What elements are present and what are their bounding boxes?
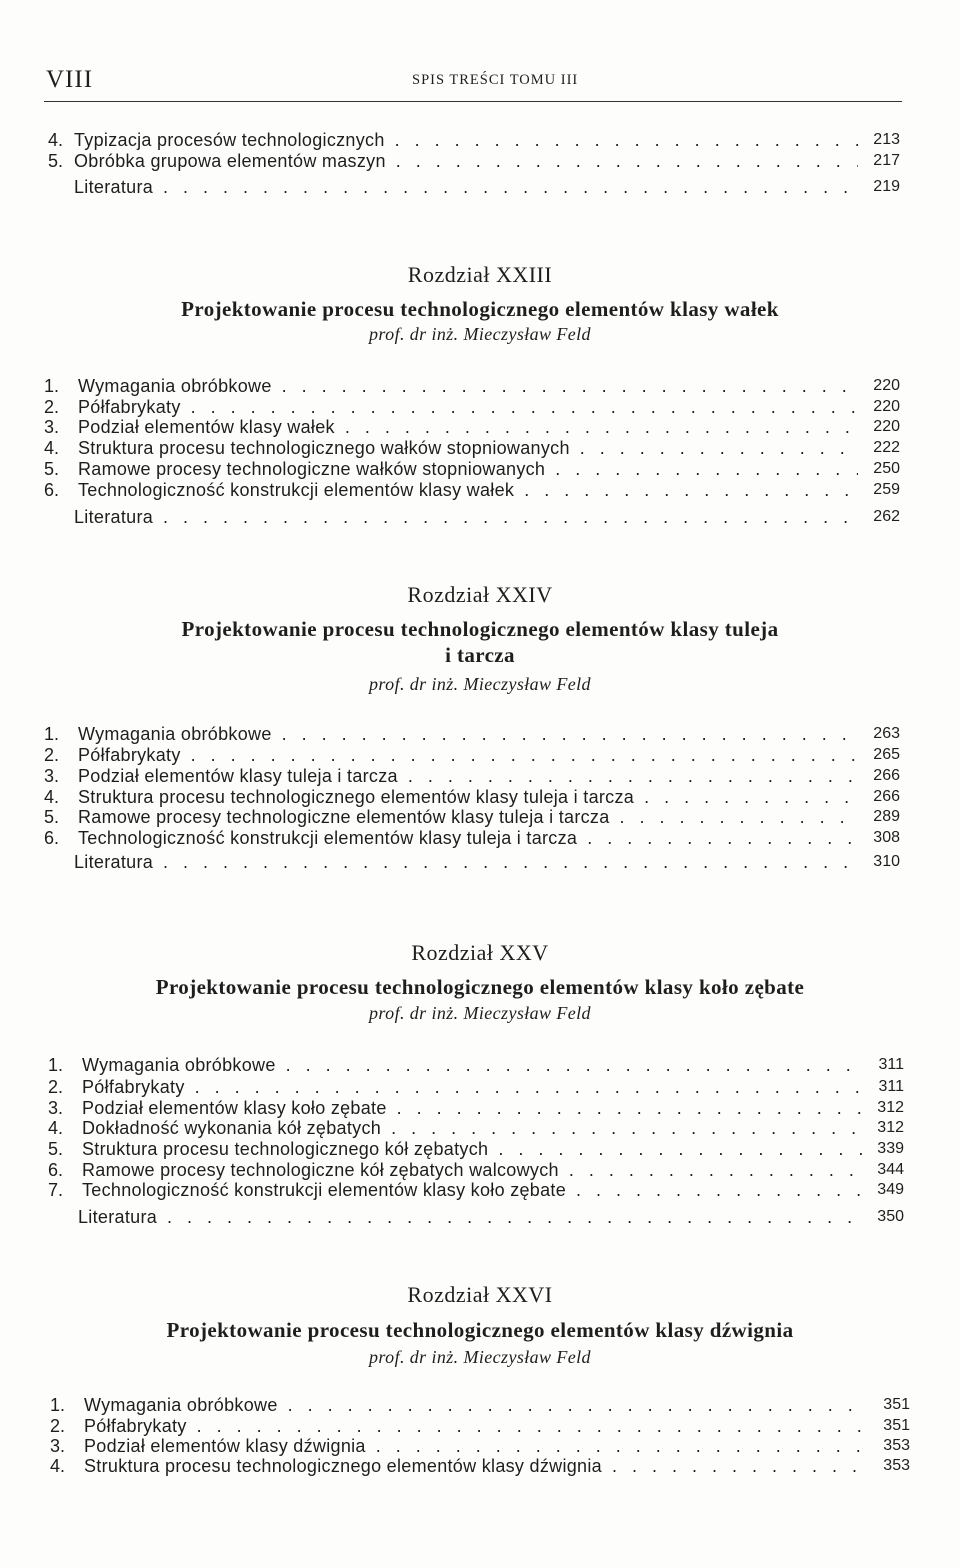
chapter-author: prof. dr inż. Mieczysław Feld xyxy=(369,1347,591,1367)
entry-number: 2. xyxy=(44,745,60,765)
chapter-title: Projektowanie procesu technologicznego elementów klasy tuleja xyxy=(181,617,779,641)
entry-number: 6. xyxy=(48,1160,64,1180)
entry-title: Struktura procesu technologicznego kół zębatych . . . xyxy=(82,1138,862,1160)
entry-page: 308 xyxy=(873,829,900,846)
entry-title: Technologiczność konstrukcji elementów klasy tuleja i tarcza . . . xyxy=(78,827,858,849)
toc-entry xyxy=(48,150,900,172)
toc-entry xyxy=(48,1054,904,1076)
entry-number: 3. xyxy=(48,1098,64,1118)
toc-entry xyxy=(44,375,900,397)
toc-entry-literature xyxy=(44,851,900,873)
entry-number: 2. xyxy=(44,397,60,417)
entry-page: 351 xyxy=(883,1396,910,1413)
toc-entry xyxy=(44,827,900,849)
entry-number: 4. xyxy=(48,1118,64,1138)
entry-number: 4. xyxy=(48,130,64,150)
toc-entry xyxy=(48,1117,904,1139)
chapter-author: prof. dr inż. Mieczysław Feld xyxy=(369,674,591,694)
entry-page: 219 xyxy=(873,178,900,195)
entry-page: 220 xyxy=(873,418,900,435)
entry-page: 266 xyxy=(873,767,900,784)
entry-page: 310 xyxy=(873,853,900,870)
entry-page: 349 xyxy=(877,1181,904,1198)
page-header xyxy=(44,66,902,100)
entry-number: 4. xyxy=(44,438,60,458)
entry-number: 3. xyxy=(50,1436,66,1456)
entry-title: Struktura procesu technologicznego wałków stopniowanych . . . xyxy=(78,437,858,459)
entry-title: Półfabrykaty . . . xyxy=(78,744,858,766)
toc-entry xyxy=(50,1455,910,1477)
entry-number: 3. xyxy=(44,766,60,786)
entry-page: 344 xyxy=(877,1161,904,1178)
toc-entry xyxy=(44,437,900,459)
toc-entry-literature xyxy=(48,176,900,198)
entry-page: 339 xyxy=(877,1140,904,1157)
toc-entry xyxy=(44,479,900,501)
entry-title: Wymagania obróbkowe . . . xyxy=(84,1394,868,1416)
toc-entry xyxy=(48,1076,904,1098)
entry-title: Struktura procesu technologicznego elementów klasy tuleja i tarcza . . . xyxy=(78,786,858,808)
chapter-heading: Rozdział XXIII xyxy=(407,262,553,287)
entry-number: 2. xyxy=(48,1077,64,1097)
entry-title: Półfabrykaty . . . xyxy=(82,1076,862,1098)
running-title: SPIS TREŚCI TOMU III xyxy=(412,72,579,88)
entry-title: Technologiczność konstrukcji elementów klasy koło zębate . . . xyxy=(82,1179,862,1201)
entry-title: Literatura . . . xyxy=(74,506,858,528)
entry-title: Literatura . . . xyxy=(74,851,858,873)
entry-number: 4. xyxy=(50,1456,66,1476)
entry-title: Ramowe procesy technologiczne kół zębatych walcowych . . . xyxy=(82,1159,862,1181)
entry-page: 353 xyxy=(883,1437,910,1454)
toc-entry xyxy=(44,396,900,418)
entry-title: Typizacja procesów technologicznych . . . xyxy=(74,129,858,151)
entry-number: 1. xyxy=(44,724,60,744)
entry-page: 250 xyxy=(873,460,900,477)
entry-page: 312 xyxy=(877,1119,904,1136)
entry-number: 5. xyxy=(44,459,60,479)
entry-number: 3. xyxy=(44,417,60,437)
toc-entry xyxy=(50,1435,910,1457)
chapter-author: prof. dr inż. Mieczysław Feld xyxy=(369,324,591,344)
entry-page: 220 xyxy=(873,398,900,415)
entry-number: 1. xyxy=(48,1055,64,1075)
entry-page: 259 xyxy=(873,481,900,498)
entry-number: 1. xyxy=(50,1395,66,1415)
entry-number: 6. xyxy=(44,828,60,848)
entry-number: 5. xyxy=(48,151,64,171)
entry-page: 350 xyxy=(877,1208,904,1225)
toc-entry xyxy=(44,723,900,745)
entry-title: Wymagania obróbkowe . . . xyxy=(82,1054,862,1076)
entry-title: Podział elementów klasy wałek . . . xyxy=(78,416,858,438)
chapter-heading: Rozdział XXIV xyxy=(407,582,553,607)
entry-page: 217 xyxy=(873,152,900,169)
toc-entry xyxy=(44,458,900,480)
entry-title: Podział elementów klasy koło zębate . . . xyxy=(82,1097,862,1119)
entry-title: Technologiczność konstrukcji elementów klasy wałek . . . xyxy=(78,479,858,501)
entry-page: 266 xyxy=(873,788,900,805)
toc-entry xyxy=(48,1097,904,1119)
entry-page: 312 xyxy=(877,1099,904,1116)
toc-entry xyxy=(44,744,900,766)
toc-entry xyxy=(48,1179,904,1201)
entry-page: 262 xyxy=(873,508,900,525)
entry-title: Podział elementów klasy tuleja i tarcza . . . xyxy=(78,765,858,787)
entry-number: 2. xyxy=(50,1416,66,1436)
entry-title: Struktura procesu technologicznego elementów klasy dźwignia . . . xyxy=(84,1455,868,1477)
entry-title: Dokładność wykonania kół zębatych . . . xyxy=(82,1117,862,1139)
toc-entry xyxy=(44,786,900,808)
chapter-title: Projektowanie procesu technologicznego elementów klasy dźwignia xyxy=(166,1318,794,1342)
page-number: VIII xyxy=(46,66,94,93)
toc-entry xyxy=(44,416,900,438)
toc-entry xyxy=(48,1138,904,1160)
entry-title: Wymagania obróbkowe . . . xyxy=(78,375,858,397)
entry-title: Półfabrykaty . . . xyxy=(78,396,858,418)
entry-title: Obróbka grupowa elementów maszyn . . . xyxy=(74,150,858,172)
entry-page: 220 xyxy=(873,377,900,394)
entry-title: Ramowe procesy technologiczne wałków stopniowanych . . . xyxy=(78,458,858,480)
toc-entry xyxy=(50,1415,910,1437)
entry-number: 5. xyxy=(48,1139,64,1159)
chapter-title: Projektowanie procesu technologicznego elementów klasy wałek xyxy=(181,297,779,321)
entry-page: 263 xyxy=(873,725,900,742)
entry-title: Półfabrykaty . . . xyxy=(84,1415,868,1437)
entry-title: Literatura . . . xyxy=(74,176,858,198)
entry-page: 222 xyxy=(873,439,900,456)
entry-title: Literatura . . . xyxy=(78,1206,862,1228)
entry-title: Wymagania obróbkowe . . . xyxy=(78,723,858,745)
entry-number: 4. xyxy=(44,787,60,807)
entry-page: 351 xyxy=(883,1417,910,1434)
toc-entry xyxy=(44,806,900,828)
chapter-title: Projektowanie procesu technologicznego elementów klasy koło zębate xyxy=(155,975,805,999)
chapter-author: prof. dr inż. Mieczysław Feld xyxy=(369,1003,591,1023)
toc-entry-literature xyxy=(48,1206,904,1228)
entry-page: 311 xyxy=(878,1056,904,1073)
entry-title: Podział elementów klasy dźwignia . . . xyxy=(84,1435,868,1457)
toc-entry-literature xyxy=(44,506,900,528)
entry-page: 213 xyxy=(873,131,900,148)
chapter-title-continued: i tarcza xyxy=(445,643,515,667)
entry-number: 1. xyxy=(44,376,60,396)
toc-entry xyxy=(50,1394,910,1416)
toc-entry xyxy=(48,129,900,151)
toc-entry xyxy=(44,765,900,787)
entry-page: 265 xyxy=(873,746,900,763)
entry-number: 5. xyxy=(44,807,60,827)
chapter-heading: Rozdział XXVI xyxy=(407,1282,553,1307)
toc-entry xyxy=(48,1159,904,1181)
chapter-heading: Rozdział XXV xyxy=(411,940,549,965)
entry-page: 311 xyxy=(878,1078,904,1095)
entry-title: Ramowe procesy technologiczne elementów klasy tuleja i tarcza . . . xyxy=(78,806,858,828)
entry-page: 353 xyxy=(883,1457,910,1474)
entry-number: 7. xyxy=(48,1180,64,1200)
header-rule xyxy=(44,101,902,102)
entry-page: 289 xyxy=(873,808,900,825)
entry-number: 6. xyxy=(44,480,60,500)
